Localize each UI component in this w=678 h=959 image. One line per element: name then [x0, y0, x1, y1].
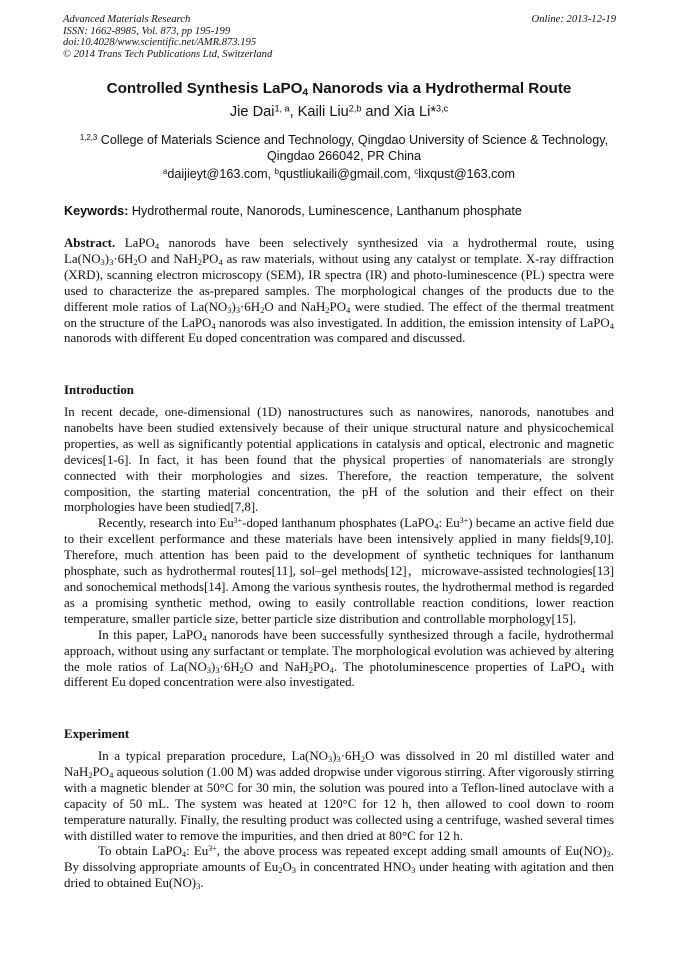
superscript: 3+ [208, 844, 217, 854]
keywords-label: Keywords: [64, 204, 129, 218]
subscript: 2 [260, 304, 265, 315]
author-1-sup: 1, a [274, 103, 290, 114]
subscript: 2 [133, 257, 138, 268]
abstract-text: PO [201, 251, 219, 266]
affiliation-sup: 1,2,3 [79, 133, 98, 143]
copyright-line: © 2014 Trans Tech Publications Ltd, Switzerland [63, 48, 273, 60]
doi-line: doi:10.4028/www.scientific.net/AMR.873.195 [63, 37, 257, 49]
experiment-text: ) [332, 749, 337, 763]
author-list [0, 104, 678, 120]
experiment-text: ·6H [340, 749, 361, 763]
subscript: 4 [346, 304, 351, 315]
subscript: 2 [278, 865, 283, 876]
abstract-text: ·6H [240, 299, 261, 314]
experiment-paragraph-2 [64, 844, 614, 892]
journal-name: Advanced Materials Research [63, 14, 191, 25]
intro-text: with different Eu doped concentration were also investigated. [64, 659, 614, 690]
experiment-text: O [282, 860, 292, 875]
subscript: 4 [580, 664, 585, 675]
subscript: 2 [239, 664, 244, 675]
subscript: 3 [206, 664, 212, 675]
subscript: 4 [609, 320, 614, 331]
intro-text: -doped lanthanum phosphates (LaPO [242, 516, 435, 531]
intro-text: In this paper, LaPO [98, 627, 203, 642]
intro-text: Recently, research into Eu [98, 516, 234, 531]
subscript: 4 [434, 521, 439, 532]
intro-text: O and NaH [243, 659, 309, 674]
subscript: 3 [196, 881, 201, 892]
email-c[interactable]: lixqust@163.com [418, 167, 515, 181]
experiment-text: . [200, 876, 204, 891]
intro-paragraph-2 [64, 516, 614, 627]
subscript: 2 [360, 754, 366, 765]
title-subscript: 4 [302, 87, 309, 99]
section-heading-experiment: Experiment [64, 727, 130, 741]
email-a-sup: a [163, 167, 168, 177]
superscript: 3+ [459, 516, 469, 526]
intro-text: PO [313, 659, 330, 674]
subscript: 3 [411, 865, 416, 876]
subscript: 2 [308, 664, 314, 675]
author-3: and Xia Li* [361, 104, 437, 120]
experiment-text: , the above process was repeated except adding small amounts of Eu(NO) [216, 844, 607, 859]
superscript: 3+ [233, 516, 243, 526]
intro-text: nanorods have been successfully synthesized through a facile, hydrothermal approach, without using any surfactant or template. The morphological evolution was achieved by altering the mole ratios of La(NO [64, 627, 614, 674]
experiment-text: aqueous solution (1.00 M) was added dropwise under vigorous stirring. After vigorously stirring with a magnetic blender at 50°C for 30 min, the solution was poured into a Teflon-lined autoclave with a capacity of 50 mL. The system was heated at 120°C for 12 h, then allowed to cool down to room temperature naturally. Finally, the resulting product was collected using a centrifuge, washed several times with distilled water to remove the impurities, and then dried at 80°C for 12 h. [64, 764, 614, 843]
email-b[interactable]: qustliukaili@gmail.com, [279, 167, 415, 181]
affiliation-line-1: College of Materials Science and Technology, Qingdao University of Science & Technology, [97, 133, 609, 147]
abstract-text: were studied. The effect of the thermal treatment on the structure of the LaPO [64, 299, 614, 330]
subscript: 3 [291, 865, 297, 876]
section-heading-introduction: Introduction [64, 383, 134, 397]
subscript: 4 [211, 320, 216, 331]
abstract [64, 236, 614, 347]
abstract-text: nanorods with different Eu doped concentration was compared and discussed. [64, 331, 466, 346]
abstract-text: as raw materials, without using any catalyst or template. X-ray diffraction (XRD), scanning electron microscopy (SEM), IR spectra (IR) and photo-luminescence (PL) spectra were used to characterize the as-prepared samples. The morphological changes of the products due to the different mole ratios of La(NO [64, 251, 614, 314]
subscript: 2 [88, 770, 93, 781]
abstract-text: ) [231, 299, 236, 314]
issn-line: ISSN: 1662-8985, Vol. 873, pp 195-199 [63, 25, 231, 37]
online-date: Online: 2013-12-19 [531, 14, 616, 25]
abstract-label: Abstract. [64, 236, 116, 250]
subscript: 4 [329, 664, 334, 675]
author-3-sup: 3,c [436, 103, 449, 114]
intro-paragraph-3 [64, 628, 614, 692]
affiliation [70, 132, 618, 164]
abstract-text: PO [329, 299, 347, 314]
intro-text: : Eu [438, 516, 460, 531]
author-2-sup: 2,b [348, 103, 362, 114]
intro-text: . The photoluminescence properties of LaPO [333, 659, 581, 674]
experiment-text: in concentrated HNO [296, 860, 412, 875]
intro-paragraph-1: In recent decade, one-dimensional (1D) nanostructures such as nanowires, nanorods, nanotubes and nanobelts have been studied extensively because of their unique structural nature and physicochemical properties, as well as significantly potential applications in catalysis and optical, electronic and magnetic devices[1-6]. In fact, it has been found that the physical properties of nanomaterials are strongly connected with their morphologies and sizes. Therefore, the reaction temperature, the solvent composition, the starting material concentration, the pH of the solution and their effect on their morphologies have been studied[7,8]. [64, 405, 614, 515]
keywords [64, 204, 522, 218]
abstract-text: ) [104, 251, 110, 266]
email-b-sup: b [274, 167, 279, 177]
experiment-text: : Eu [186, 844, 209, 859]
subscript: 3 [235, 304, 240, 315]
subscript: 3 [215, 664, 220, 675]
subscript: 3 [606, 849, 611, 860]
subscript: 2 [325, 304, 330, 315]
subscript: 3 [100, 257, 105, 268]
abstract-text: nanorods was also investigated. In addition, the emission intensity of LaPO [215, 315, 610, 330]
experiment-body [64, 749, 614, 892]
abstract-text: LaPO [115, 236, 155, 250]
experiment-text: O was dissolved in 20 ml distilled water and NaH [64, 749, 614, 779]
journal-header [63, 14, 272, 60]
title-text-pre: Controlled Synthesis LaPO [106, 80, 303, 97]
abstract-text: nanorods have been selectively synthesized via a hydrothermal route, using La(NO [64, 236, 615, 266]
experiment-text: In a typical preparation procedure, La(NO [98, 749, 328, 763]
abstract-text: ·6H [113, 251, 134, 266]
intro-text: ·6H [219, 659, 240, 674]
subscript: 3 [336, 754, 341, 765]
intro-text: ) became an active field due to their excellent performance and these materials have been intensively applied in many fields[9,10]. Therefore, much attention has been paid to the development of synthetic techniques for lanthanum phosphate, such as hydrothermal routes[11], sol–gel methods[12]，microwave-assisted technologies[13] and sonochemical methods[14]. Among the various synthesis routes, the hydrothermal method is regarded as a promising synthetic method, owing to easily controllable reaction conditions, lower reaction temperature, smaller particle size, better particle size distribution and controllable morphology[15]. [64, 516, 615, 626]
subscript: 3 [227, 304, 232, 315]
author-2: , Kaili Liu [289, 104, 349, 120]
email-c-sup: c [414, 167, 419, 177]
author-emails [0, 167, 678, 181]
paper-title [0, 80, 678, 97]
experiment-text: . By dissolving appropriate amounts of Eu [64, 844, 614, 875]
subscript: 3 [327, 754, 333, 765]
experiment-text: under heating with agitation and then dried to obtained Eu(NO) [64, 860, 614, 891]
subscript: 4 [218, 257, 223, 268]
abstract-paragraph [64, 236, 614, 347]
subscript: 3 [109, 257, 114, 268]
experiment-text: To obtain LaPO [98, 844, 182, 859]
introduction-body [64, 405, 614, 691]
affiliation-line-2: Qingdao 266042, PR China [266, 149, 422, 163]
abstract-text: O and NaH [264, 299, 326, 314]
intro-text: ) [211, 659, 216, 674]
subscript: 4 [154, 241, 160, 252]
subscript: 4 [181, 849, 187, 860]
author-1: Jie Dai [229, 104, 275, 120]
experiment-paragraph-1 [64, 749, 614, 844]
keywords-text: Hydrothermal route, Nanorods, Luminescence, Lanthanum phosphate [128, 204, 522, 218]
title-text-post: Nanorods via a Hydrothermal Route [308, 80, 572, 97]
abstract-text: O and NaH [137, 251, 198, 266]
email-a[interactable]: daijieyt@163.com, [167, 167, 275, 181]
experiment-text: PO [92, 764, 110, 779]
subscript: 4 [202, 632, 207, 643]
subscript: 4 [109, 770, 114, 781]
subscript: 2 [197, 257, 202, 268]
